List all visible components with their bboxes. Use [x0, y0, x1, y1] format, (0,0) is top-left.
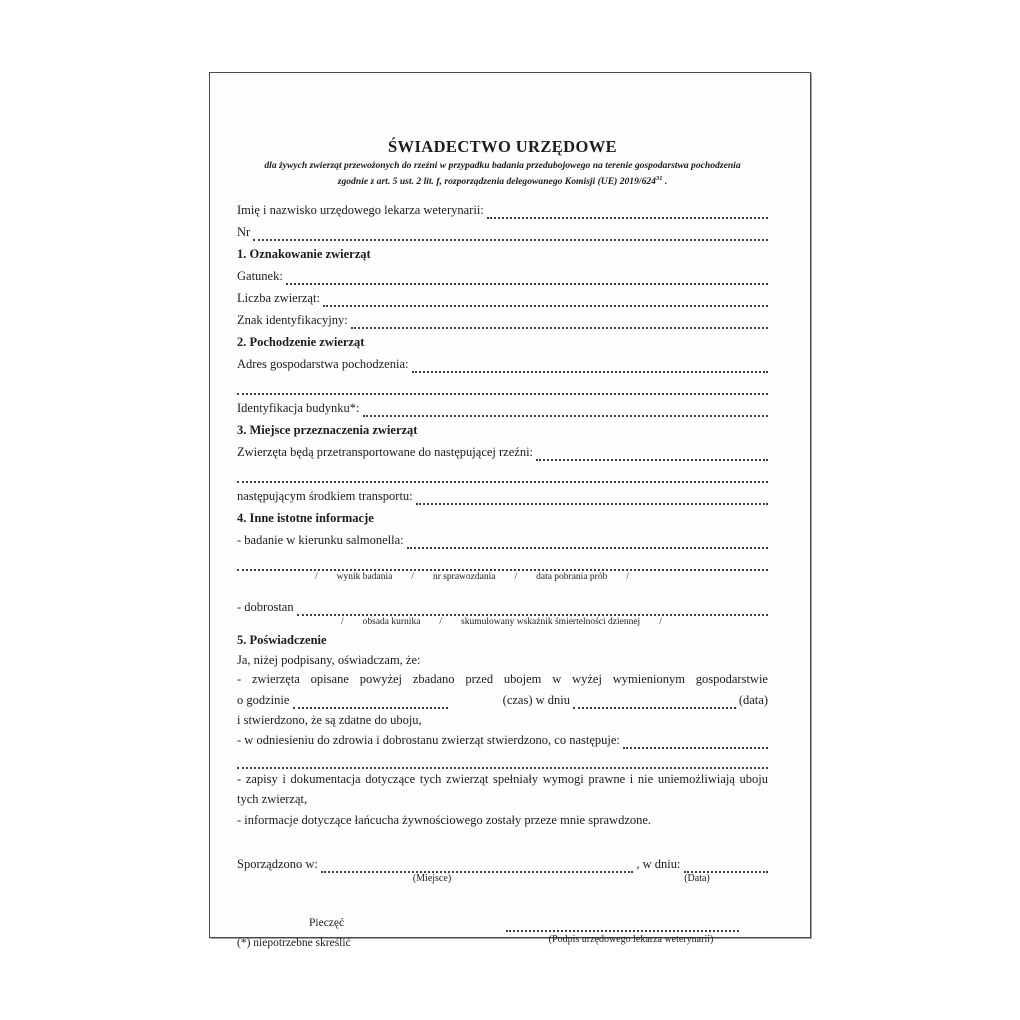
- subtitle-line2: zgodnie z art. 5 ust. 2 lit. f, rozporządzenia delegowanego Komisji (UE) 2019/624: [337, 176, 656, 188]
- strike-note: (*) niepotrzebne skreślić: [237, 937, 351, 949]
- dotted-fill: [293, 694, 448, 709]
- declaration-bullet-1: - zwierzęta opisane powyżej zbadano przed ubojem w wyżej wymienionym gospodarstwie: [237, 672, 768, 686]
- place-caption: (Miejsce): [412, 873, 452, 884]
- field-animal-count: [237, 285, 768, 307]
- subtitle-line2-end: .: [662, 176, 668, 188]
- dotted-fill: [416, 490, 768, 505]
- dotted-fill: [237, 556, 768, 571]
- section-5: [237, 629, 768, 829]
- signature-dotted-line: [506, 924, 739, 932]
- document-content: [237, 73, 768, 957]
- field-id-mark-label: Znak identyfikacyjny:: [237, 313, 351, 327]
- field-salmonella-label: - badanie w kierunku salmonella:: [237, 533, 407, 547]
- field-number-label: Nr: [237, 225, 254, 239]
- dotted-fill: [623, 734, 768, 749]
- field-salmonella: [237, 527, 768, 549]
- issued-captions: [237, 873, 768, 887]
- issued-date-label: , w dniu:: [633, 857, 684, 871]
- field-transport-label: następującym środkiem transportu:: [237, 489, 416, 503]
- spacer: [237, 909, 768, 917]
- field-welfare: [237, 594, 768, 616]
- stamp-area: [237, 917, 506, 957]
- field-welfare-label: - dobrostan: [237, 600, 297, 614]
- declaration-bullet-4: [237, 809, 768, 829]
- field-species-label: Gatunek:: [237, 269, 286, 283]
- dotted-fill: [323, 292, 768, 307]
- dotted-fill: [684, 858, 768, 873]
- section-2-heading: [237, 329, 768, 351]
- spacer: [237, 829, 768, 851]
- signature-block: [237, 917, 768, 957]
- section-3-heading: [237, 417, 768, 439]
- czas-w-dniu-label: (czas) w dniu: [499, 693, 574, 707]
- dotted-fill: [407, 534, 768, 549]
- signature-area: [506, 917, 768, 957]
- section-2-heading-label: 2. Pochodzenie zwierząt: [237, 335, 365, 349]
- dotted-fill: [237, 754, 768, 769]
- dotted-fill: [536, 446, 768, 461]
- section-3-heading-label: 3. Miejsce przeznaczenia zwierząt: [237, 423, 418, 437]
- spacer: [237, 584, 768, 594]
- field-vet-name-label: Imię i nazwisko urzędowego lekarza weterynarii:: [237, 203, 487, 217]
- section-4-heading-label: 4. Inne istotne informacje: [237, 511, 374, 525]
- dotted-line: [237, 549, 768, 571]
- field-transport: [237, 483, 768, 505]
- dotted-line: [237, 461, 768, 483]
- certificate-subtitle: [237, 159, 768, 188]
- dotted-fill: [412, 358, 768, 373]
- section-4-heading: [237, 505, 768, 527]
- field-animal-count-label: Liczba zwierząt:: [237, 291, 324, 305]
- field-farm-address-label: Adres gospodarstwa pochodzenia:: [237, 357, 412, 371]
- dotted-fill: [487, 204, 768, 219]
- dotted-fill: [237, 380, 768, 395]
- section-1-heading-label: 1. Oznakowanie zwierząt: [237, 247, 371, 261]
- spacer: [237, 887, 768, 909]
- welfare-caption: / obsada kurnika / skumulowany wskaźnik śmiertelności dziennej /: [341, 617, 662, 627]
- field-id-mark: [237, 307, 768, 329]
- stamp-label: Pieczęć: [309, 917, 345, 929]
- field-slaughterhouse: [237, 439, 768, 461]
- dotted-fill: [573, 694, 736, 709]
- date-caption: (Data): [684, 873, 710, 884]
- field-vet-name: [237, 197, 768, 219]
- field-species: [237, 263, 768, 285]
- dotted-fill: [297, 601, 768, 616]
- section-5-heading-label: 5. Poświadczenie: [237, 633, 327, 647]
- document-page: [209, 72, 811, 949]
- dotted-line: [237, 749, 768, 769]
- declaration-bullet-1-end-label: i stwierdzono, że są zdatne do uboju,: [237, 713, 422, 727]
- declaration-bullet-2-label: - w odniesieniu do zdrowia i dobrostanu zwierząt stwierdzono, co następuje:: [237, 733, 623, 747]
- data-label: (data): [735, 693, 768, 707]
- signature-caption: (Podpis urzędowego lekarza weterynarii): [548, 934, 714, 945]
- field-building-id-label: Identyfikacja budynku*:: [237, 401, 363, 415]
- issued-line: [237, 851, 768, 873]
- declaration-bullet-2: [237, 729, 768, 749]
- subtitle-line1: dla żywych zwierząt przewożonych do rzeźni w przypadku badania przedubojowego na terenie gospodarstwa pochodzenia: [264, 160, 741, 171]
- field-number: [237, 219, 768, 241]
- declaration-bullet-4-label: - informacje dotyczące łańcucha żywnościowego zostały przeze mnie sprawdzone.: [237, 813, 652, 827]
- issued-place-label: Sporządzono w:: [237, 857, 322, 871]
- dotted-fill: [321, 858, 633, 873]
- section-1-heading: [237, 241, 768, 263]
- declaration-bullet-3: - zapisy i dokumentacja dotyczące tych zwierząt spełniały wymogi prawne i nie uniemożliwiają uboju tych zwierząt,: [237, 772, 768, 806]
- declaration-intro-label: Ja, niżej podpisany, oświadczam, że:: [237, 653, 421, 667]
- field-farm-address: [237, 351, 768, 373]
- dotted-fill: [351, 314, 768, 329]
- field-slaughterhouse-label: Zwierzęta będą przetransportowane do następującej rzeźni:: [237, 445, 537, 459]
- salmonella-caption: / wynik badania / nr sprawozdania / data pobrania prób /: [315, 572, 629, 582]
- field-building-id: [237, 395, 768, 417]
- footnote-reference: 31: [655, 175, 663, 182]
- time-date-line: [237, 689, 768, 709]
- dotted-fill: [253, 226, 768, 241]
- dotted-fill: [286, 270, 768, 285]
- section-5-heading: [237, 629, 768, 649]
- certificate-title: ŚWIADECTWO URZĘDOWE: [387, 137, 617, 156]
- declaration-intro: [237, 649, 768, 669]
- time-label: o godzinie: [237, 693, 293, 707]
- dotted-fill: [237, 468, 768, 483]
- dotted-fill: [363, 402, 768, 417]
- dotted-line: [237, 373, 768, 395]
- declaration-bullet-1-end: [237, 709, 768, 729]
